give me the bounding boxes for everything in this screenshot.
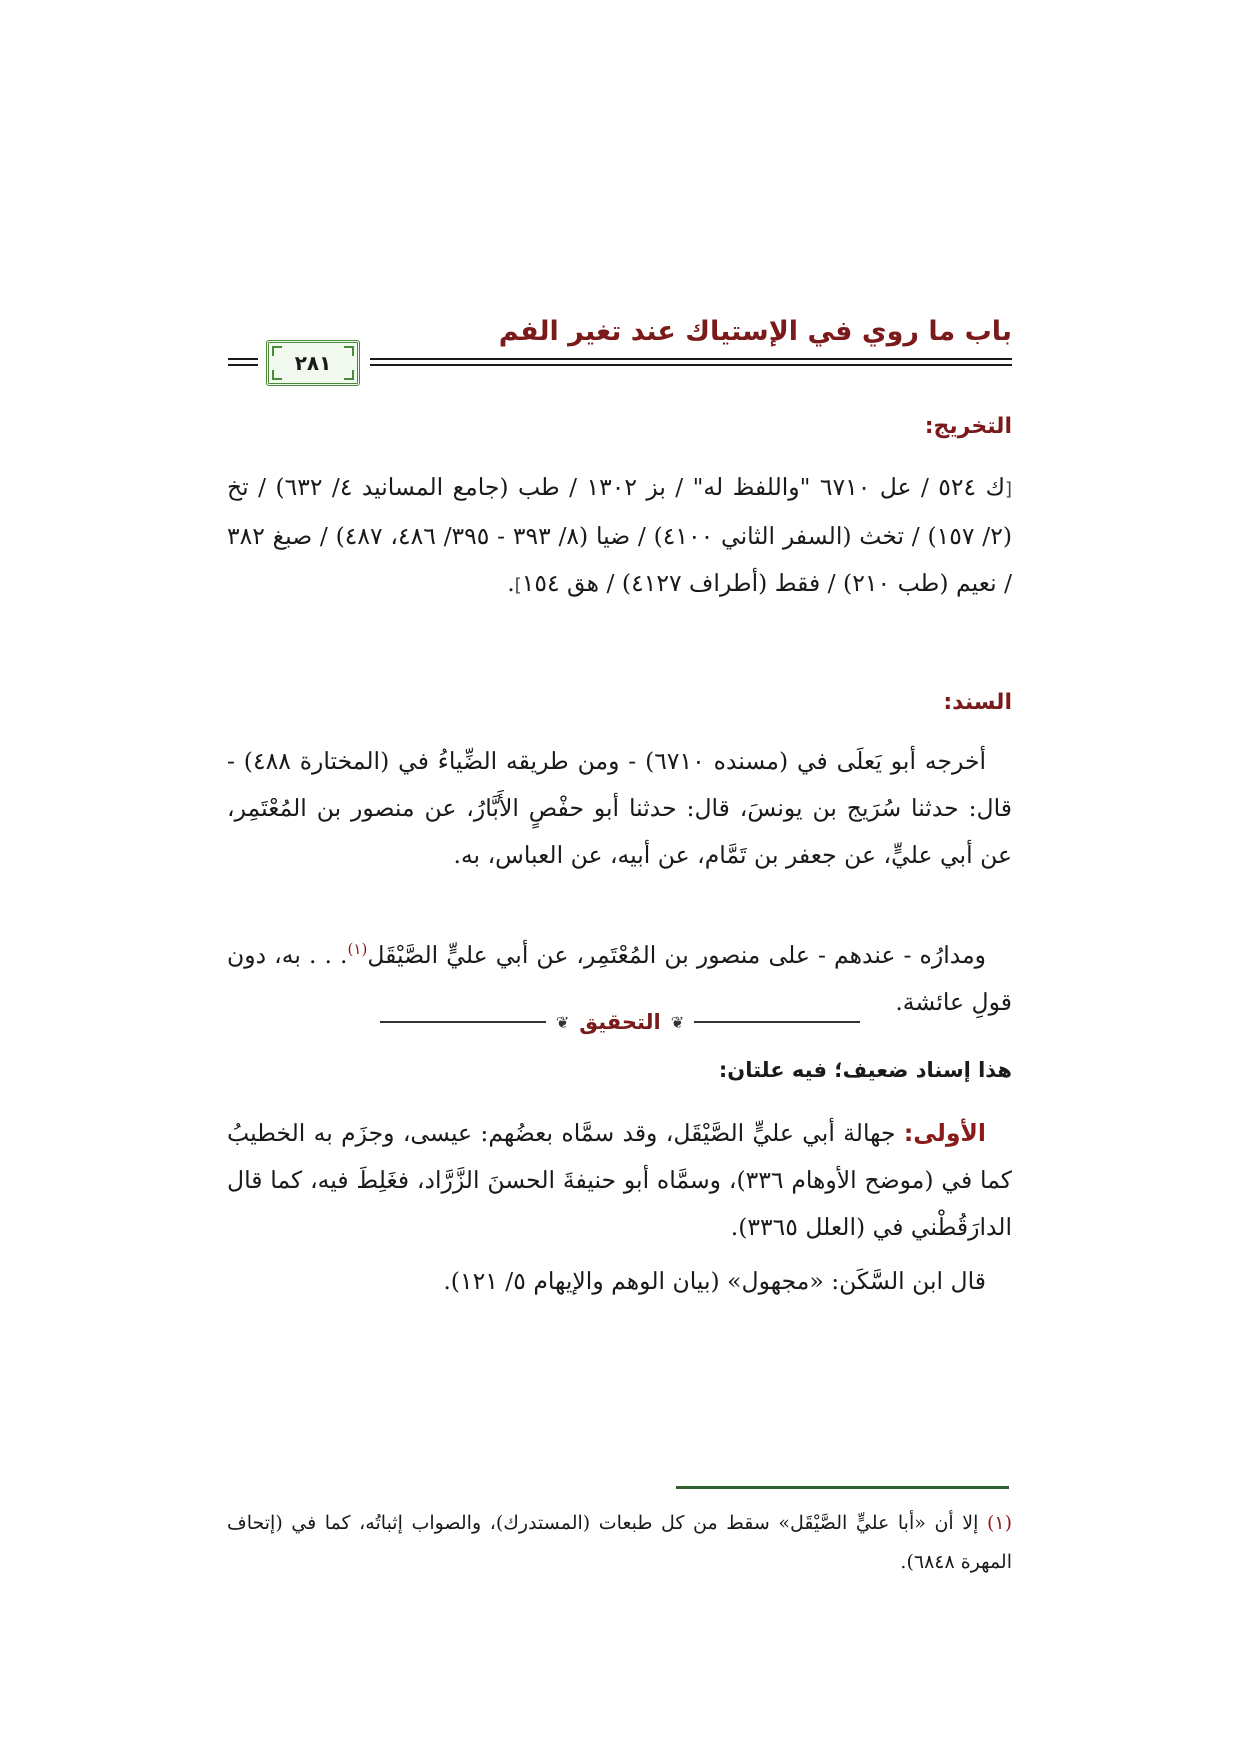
running-title: باب ما روي في الإستياك عند تغير الفم xyxy=(498,316,1012,347)
takhrij-end: . xyxy=(507,569,515,597)
frame-corner-ornament xyxy=(272,346,282,356)
first-defect-paragraph xyxy=(227,1110,1012,1251)
open-bracket: [ xyxy=(1004,479,1012,500)
header-rule-top xyxy=(370,358,1012,360)
verdict-line: هذا إسناد ضعيف؛ فيه علتان: xyxy=(718,1058,1012,1082)
sanad-paragraph: أخرجه أبو يَعلَى في (مسنده ٦٧١٠) - ومن طريقه الضِّياءُ في (المختارة ٤٨٨) - قال: حدثنا سُرَيج بن يونسَ، قال: حدثنا أبو حفْصٍ الأَبَّارُ، عن منصور بن المُعْتَمِر، عن أبي عليٍّ، عن جعفر بن تَمَّام، عن أبيه، عن العباس، به. xyxy=(227,747,1012,869)
footnote-number: (١) xyxy=(986,1512,1012,1534)
page-number: ٢٨١ xyxy=(294,351,332,375)
sanad-heading: السند: xyxy=(943,690,1012,715)
frame-corner-ornament xyxy=(344,370,354,380)
divider-line xyxy=(694,1021,860,1023)
ornament-icon: ❦ xyxy=(555,1012,570,1032)
frame-corner-ornament xyxy=(344,346,354,356)
first-defect-label: الأولى: xyxy=(903,1119,986,1147)
frame-corner-ornament xyxy=(272,370,282,380)
divider-line xyxy=(380,1021,546,1023)
page-number-frame xyxy=(266,340,360,386)
close-bracket: ] xyxy=(514,575,522,596)
takhrij-heading: التخريج: xyxy=(924,414,1012,439)
first-defect-text: جهالة أبي عليٍّ الصَّيْقَل، وقد سمَّاه بعضُهم: عيسى، وجزَم به الخطيبُ كما في (موضح الأوهام ٣٣٦)، وسمَّاه أبو حنيفةَ الحسنَ الزَّرَّاد، فغَلِطَ فيه، كما قال الدارَقُطْني في (العلل ٣٣٦٥). xyxy=(227,1119,1012,1241)
header-rule-left-bottom xyxy=(228,364,258,366)
ibn-sakan-quote: قال ابن السَّكَن: «مجهول» (بيان الوهم والإيهام ٥/ ١٢١). xyxy=(443,1267,986,1295)
header-rule-left-top xyxy=(228,358,258,360)
takhrij-paragraph xyxy=(227,464,1012,609)
footnote-ref-link[interactable]: (١) xyxy=(347,940,368,959)
tahqiq-divider xyxy=(380,1010,860,1034)
footnote-rule xyxy=(676,1486,1009,1489)
madar-text: ومدارُه - عندهم - على منصور بن المُعْتَمِر، عن أبي عليٍّ الصَّيْقَل xyxy=(367,941,987,969)
tahqiq-heading: التحقيق xyxy=(579,1010,661,1034)
ornament-icon: ❦ xyxy=(670,1012,685,1032)
header-rule-bottom xyxy=(370,364,1012,366)
footnote-text: إلا أن «أبا عليٍّ الصَّيْقَل» سقط من كل طبعات (المستدرك)، والصواب إثباتُه، كما في (إتحاف المهرة ٦٨٤٨). xyxy=(227,1512,1012,1573)
madar-text-end: . . . به، دون قولِ عائشة. xyxy=(227,941,1012,1016)
takhrij-text: ك ٥٢٤ / عل ٦٧١٠ "واللفظ له" / بز ١٣٠٢ / طب (جامع المسانيد ٤/ ٦٣٢) / تخ (٢/ ١٥٧) / تخث (السفر الثاني ٤١٠٠) / ضيا (٨/ ٣٩٣ - ٣٩٥/ ٤٨٦، ٤٨٧) / صبغ ٣٨٢ / نعيم (طب ٢١٠) / فقط (أطراف ٤١٢٧) / هق ١٥٤ xyxy=(227,473,1012,597)
footnote xyxy=(227,1504,1012,1582)
